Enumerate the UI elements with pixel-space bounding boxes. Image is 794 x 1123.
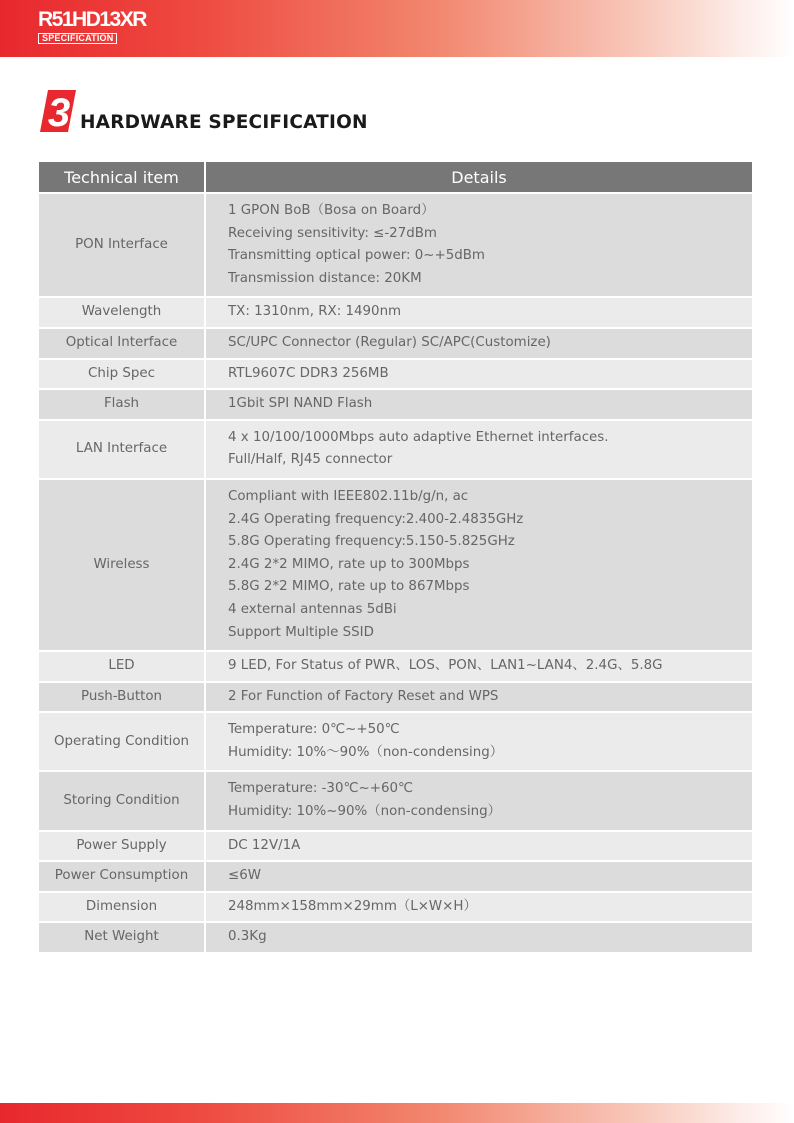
details-cell	[206, 832, 752, 863]
details-cell	[206, 923, 752, 954]
details-cell	[206, 329, 752, 360]
specification-tag: SPECIFICATION	[38, 33, 117, 44]
detail-line: Compliant with IEEE802.11b/g/n, ac	[228, 488, 469, 504]
technical-item-cell: LAN Interface	[39, 421, 206, 480]
table-row	[39, 923, 752, 954]
details-cell	[206, 683, 752, 714]
detail-line: Transmitting optical power: 0~+5dBm	[228, 248, 485, 264]
technical-item-cell: Net Weight	[39, 923, 206, 954]
detail-line: Temperature: -30℃~+60℃	[228, 781, 414, 797]
detail-line: 2.4G 2*2 MIMO, rate up to 300Mbps	[228, 556, 470, 572]
table-row	[39, 298, 752, 329]
details-cell	[206, 390, 752, 421]
technical-item-cell: Operating Condition	[39, 713, 206, 772]
detail-line: RTL9607C DDR3 256MB	[228, 365, 389, 381]
technical-item-cell: PON Interface	[39, 194, 206, 298]
technical-item-cell: Wireless	[39, 480, 206, 652]
top-banner	[0, 0, 794, 57]
detail-line: Humidity: 10%～90%（non-condensing）	[228, 744, 504, 760]
detail-line: 9 LED, For Status of PWR、LOS、PON、LAN1~LAN4、2.4G、5.8G	[228, 658, 663, 674]
detail-line: 2 For Function of Factory Reset and WPS	[228, 688, 499, 704]
detail-line: 4 x 10/100/1000Mbps auto adaptive Ethernet interfaces.	[228, 429, 609, 445]
column-header-details: Details	[206, 162, 752, 194]
detail-line: DC 12V/1A	[228, 837, 301, 853]
details-cell	[206, 862, 752, 893]
table-row	[39, 713, 752, 772]
detail-line: 248mm×158mm×29mm（L×W×H）	[228, 898, 477, 914]
section-number-shape	[40, 90, 76, 132]
detail-line: Support Multiple SSID	[228, 624, 374, 640]
column-header-item: Technical item	[39, 162, 206, 194]
table-header-row	[39, 162, 752, 194]
technical-item-cell: LED	[39, 652, 206, 683]
technical-item-cell: Push-Button	[39, 683, 206, 714]
detail-line: 2.4G Operating frequency:2.400-2.4835GHz	[228, 511, 524, 527]
section-heading	[40, 90, 540, 134]
bottom-banner	[0, 1103, 794, 1123]
table-row	[39, 329, 752, 360]
technical-item-cell: Dimension	[39, 893, 206, 924]
detail-line: SC/UPC Connector (Regular) SC/APC(Customize)	[228, 334, 551, 350]
details-cell	[206, 421, 752, 480]
details-cell	[206, 893, 752, 924]
details-cell	[206, 194, 752, 298]
section-number-badge	[40, 90, 76, 132]
table-body	[39, 194, 752, 954]
table-row	[39, 832, 752, 863]
detail-line: Transmission distance: 20KM	[228, 270, 422, 286]
technical-item-cell: Flash	[39, 390, 206, 421]
details-cell	[206, 772, 752, 831]
hardware-spec-table	[39, 162, 752, 954]
details-cell	[206, 652, 752, 683]
details-cell	[206, 480, 752, 652]
table-row	[39, 893, 752, 924]
technical-item-cell: Wavelength	[39, 298, 206, 329]
details-cell	[206, 360, 752, 391]
table-row	[39, 390, 752, 421]
table-row	[39, 652, 752, 683]
detail-line: 5.8G Operating frequency:5.150-5.825GHz	[228, 534, 515, 550]
detail-line: 5.8G 2*2 MIMO, rate up to 867Mbps	[228, 579, 470, 595]
table-row	[39, 360, 752, 391]
table-row	[39, 421, 752, 480]
model-name: R51HD13XR	[38, 8, 146, 31]
detail-line: ≤6W	[228, 868, 261, 884]
table-row	[39, 194, 752, 298]
table-row	[39, 480, 752, 652]
detail-line: TX: 1310nm, RX: 1490nm	[228, 304, 402, 320]
table-row	[39, 683, 752, 714]
details-cell	[206, 713, 752, 772]
detail-line: Full/Half, RJ45 connector	[228, 452, 393, 468]
section-number-text: 3	[47, 91, 71, 132]
detail-line: Receiving sensitivity: ≤-27dBm	[228, 225, 437, 241]
technical-item-cell: Optical Interface	[39, 329, 206, 360]
detail-line: Temperature: 0℃~+50℃	[228, 722, 400, 738]
detail-line: 4 external antennas 5dBi	[228, 601, 397, 617]
detail-line: Humidity: 10%~90%（non-condensing）	[228, 804, 501, 820]
details-cell	[206, 298, 752, 329]
detail-line: 0.3Kg	[228, 929, 267, 945]
technical-item-cell: Power Consumption	[39, 862, 206, 893]
technical-item-cell: Power Supply	[39, 832, 206, 863]
detail-line: 1Gbit SPI NAND Flash	[228, 396, 373, 412]
table-row	[39, 862, 752, 893]
technical-item-cell: Storing Condition	[39, 772, 206, 831]
table-row	[39, 772, 752, 831]
detail-line: 1 GPON BoB（Bosa on Board）	[228, 203, 435, 218]
technical-item-cell: Chip Spec	[39, 360, 206, 391]
section-title: HARDWARE SPECIFICATION	[80, 112, 368, 133]
